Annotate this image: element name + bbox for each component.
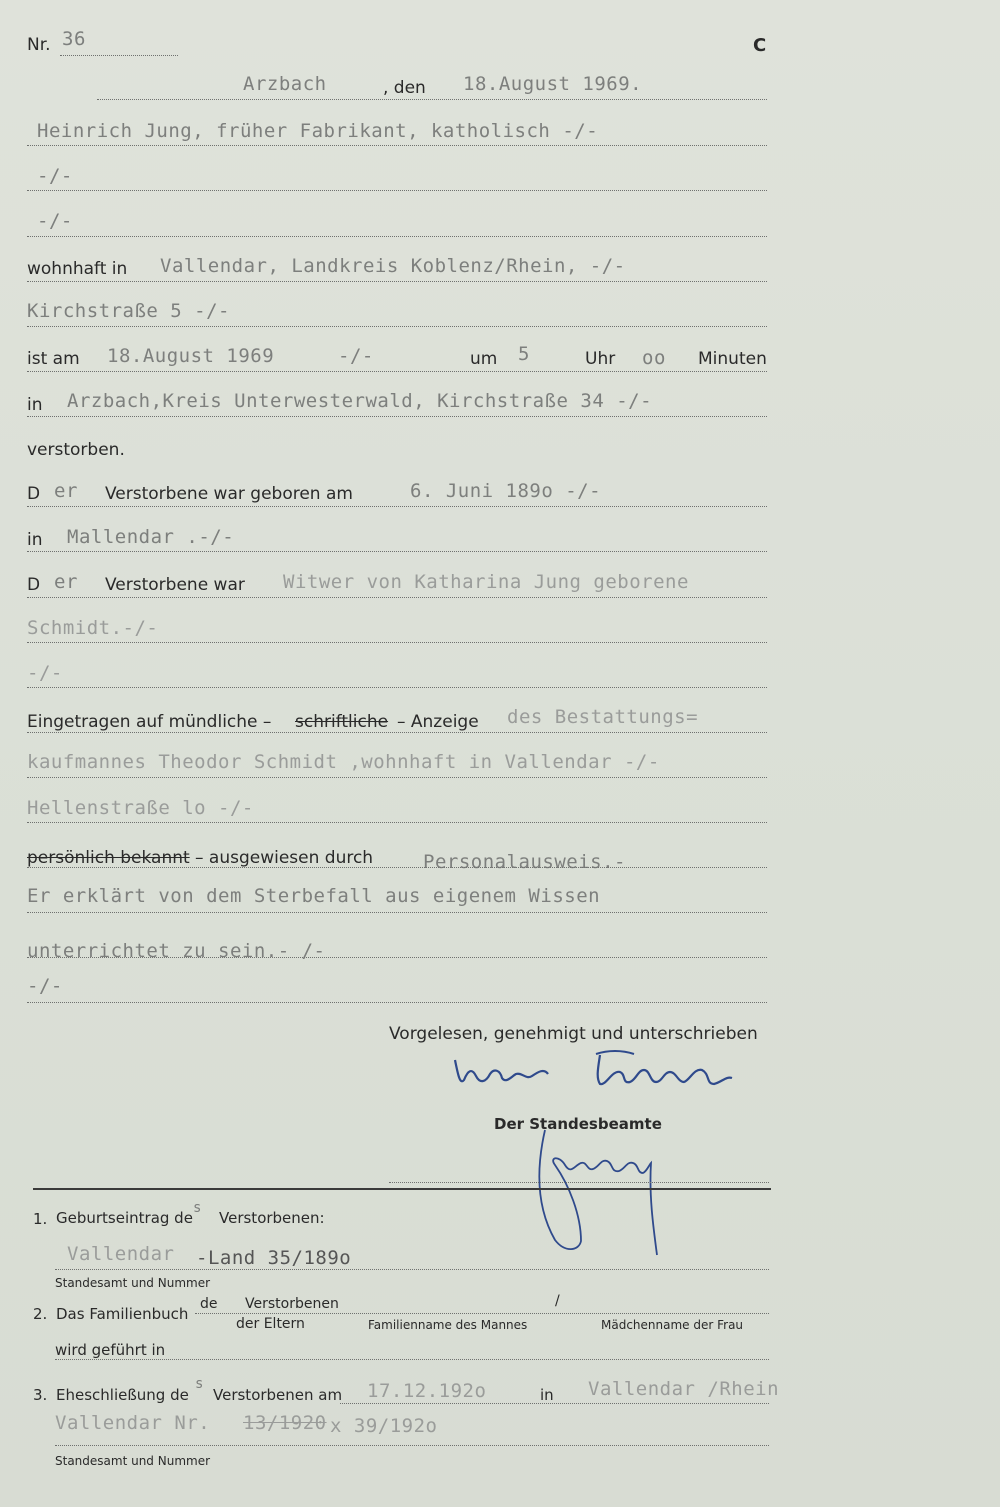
item1-underline bbox=[55, 1269, 769, 1270]
birth-in-label: in bbox=[27, 530, 43, 550]
item2-label2: wird geführt in bbox=[55, 1341, 166, 1359]
item3-number: 3. bbox=[33, 1386, 48, 1404]
death-minutes: oo bbox=[642, 347, 666, 369]
death-place: Arzbach,Kreis Unterwesterwald, Kirchstraße 34 -/- bbox=[67, 390, 653, 412]
birth-underline bbox=[27, 506, 767, 507]
minuten-label: Minuten bbox=[698, 349, 767, 369]
informant-signature bbox=[450, 1040, 750, 1100]
place-underline bbox=[97, 99, 767, 100]
item2-underline bbox=[195, 1313, 769, 1314]
item1-value-a: Vallendar bbox=[67, 1243, 175, 1265]
registration-value-3: Hellenstraße lo -/- bbox=[27, 797, 254, 819]
item1-number: 1. bbox=[33, 1210, 48, 1228]
officer-label: Der Standesbeamte bbox=[494, 1115, 662, 1133]
nr-label: Nr. bbox=[27, 35, 51, 55]
item3-value-b: x 39/192o bbox=[330, 1415, 438, 1437]
nr-value: 36 bbox=[62, 28, 86, 50]
registration-value-1: des Bestattungs= bbox=[507, 706, 699, 728]
item3-label: Eheschließung de bbox=[56, 1386, 189, 1404]
birth-d-suffix: er bbox=[54, 480, 78, 502]
marital-value-2: Schmidt.-/- bbox=[27, 617, 159, 639]
death-date: 18.August 1969 bbox=[107, 345, 275, 367]
person-line-2: -/- bbox=[37, 165, 73, 187]
footer-divider bbox=[33, 1188, 771, 1190]
corner-letter: C bbox=[753, 35, 767, 56]
birth-date: 6. Juni 189o -/- bbox=[410, 480, 602, 502]
officer-underline bbox=[389, 1182, 769, 1183]
item2-number: 2. bbox=[33, 1305, 48, 1323]
registration-underline-1 bbox=[27, 732, 767, 733]
residence-underline bbox=[27, 281, 767, 282]
verstorben-label: verstorben. bbox=[27, 440, 125, 460]
identification-label-struck: persönlich bekannt bbox=[27, 848, 190, 868]
statement-line-1: Er erklärt von dem Sterbefall aus eigenem Wissen bbox=[27, 885, 601, 907]
marital-underline-1 bbox=[27, 597, 767, 598]
registration-label-a: Eingetragen auf mündliche – bbox=[27, 712, 272, 732]
item2-slash: / bbox=[555, 1293, 560, 1309]
um-label: um bbox=[470, 349, 498, 369]
item1-sup: s bbox=[193, 1200, 202, 1216]
death-date-suffix: -/- bbox=[338, 345, 374, 367]
residence-street: Kirchstraße 5 -/- bbox=[27, 300, 230, 322]
item2-de: de bbox=[200, 1296, 218, 1312]
uhr-label: Uhr bbox=[585, 349, 616, 369]
birth-d-label: D bbox=[27, 484, 41, 504]
registration-underline-2 bbox=[27, 777, 767, 778]
item2-eltern: der Eltern bbox=[236, 1316, 305, 1332]
birth-label: Verstorbene war geboren am bbox=[105, 484, 353, 504]
registration-label-struck: schriftliche bbox=[295, 712, 389, 732]
ist-am-label: ist am bbox=[27, 349, 80, 369]
death-place-underline bbox=[27, 416, 767, 417]
person-line-3: -/- bbox=[37, 210, 73, 232]
statement-underline-3 bbox=[27, 1002, 767, 1003]
identification-underline bbox=[27, 867, 767, 868]
registration-underline-3 bbox=[27, 822, 767, 823]
item1-value-b: -Land 35/189o bbox=[196, 1247, 352, 1269]
residence-value: Vallendar, Landkreis Koblenz/Rhein, -/- bbox=[160, 255, 626, 277]
item2-underline-2 bbox=[55, 1359, 769, 1360]
item1-label2: Verstorbenen: bbox=[219, 1209, 325, 1227]
item3-place: Vallendar /Rhein bbox=[588, 1378, 780, 1400]
statement-underline-1 bbox=[27, 912, 767, 913]
item3-underline bbox=[340, 1403, 769, 1404]
person-underline-1 bbox=[27, 145, 767, 146]
marital-value-1: Witwer von Katharina Jung geborene bbox=[283, 571, 689, 593]
person-underline-3 bbox=[27, 236, 767, 237]
marital-d-label: D bbox=[27, 575, 41, 595]
death-underline bbox=[27, 371, 767, 372]
person-line-1: Heinrich Jung, früher Fabrikant, katholisch -/- bbox=[37, 120, 599, 142]
registration-value-2: kaufmannes Theodor Schmidt ,wohnhaft in Vallendar -/- bbox=[27, 751, 660, 773]
marital-d-suffix: er bbox=[54, 571, 78, 593]
item2-verstorbenen: Verstorbenen bbox=[245, 1296, 339, 1312]
death-hour: 5 bbox=[518, 343, 530, 365]
den-label: , den bbox=[383, 78, 426, 98]
birth-place-underline bbox=[27, 551, 767, 552]
registration-label-b: – Anzeige bbox=[397, 712, 479, 732]
birth-place: Mallendar .-/- bbox=[67, 526, 235, 548]
marital-underline-2 bbox=[27, 642, 767, 643]
item3-sup: s bbox=[195, 1376, 204, 1392]
identification-value: Personalausweis.- bbox=[423, 851, 626, 873]
item3-date: 17.12.192o bbox=[367, 1380, 487, 1402]
statement-line-3: -/- bbox=[27, 975, 63, 997]
item3-underline-2 bbox=[55, 1445, 769, 1446]
statement-line-2: unterrichtet zu sein.- /- bbox=[27, 940, 326, 962]
place-value: Arzbach bbox=[243, 73, 327, 95]
street-underline bbox=[27, 326, 767, 327]
identification-label: – ausgewiesen durch bbox=[195, 848, 374, 868]
item2-label: Das Familienbuch bbox=[56, 1305, 189, 1323]
item1-label: Geburtseintrag de bbox=[56, 1209, 193, 1227]
item3-in-label: in bbox=[540, 1386, 554, 1404]
item2-caption-husband: Familienname des Mannes bbox=[368, 1318, 528, 1332]
nr-underline bbox=[60, 55, 178, 56]
residence-label: wohnhaft in bbox=[27, 259, 128, 279]
date-value: 18.August 1969. bbox=[463, 73, 643, 95]
item3-label2: Verstorbenen am bbox=[213, 1386, 343, 1404]
marital-underline-3 bbox=[27, 687, 767, 688]
item3-value-struck: 13/1920 bbox=[243, 1412, 327, 1434]
item1-caption: Standesamt und Nummer bbox=[55, 1276, 211, 1290]
death-in-label: in bbox=[27, 395, 43, 415]
statement-underline-2 bbox=[27, 957, 767, 958]
signoff-label: Vorgelesen, genehmigt und unterschrieben bbox=[389, 1024, 758, 1044]
person-underline-2 bbox=[27, 190, 767, 191]
officer-signature bbox=[515, 1125, 675, 1265]
marital-value-3: -/- bbox=[27, 662, 63, 684]
item3-caption: Standesamt und Nummer bbox=[55, 1454, 211, 1468]
item3-value-a: Vallendar Nr. bbox=[55, 1412, 211, 1434]
item2-caption-wife: Mädchenname der Frau bbox=[601, 1318, 744, 1332]
marital-label: Verstorbene war bbox=[105, 575, 245, 595]
